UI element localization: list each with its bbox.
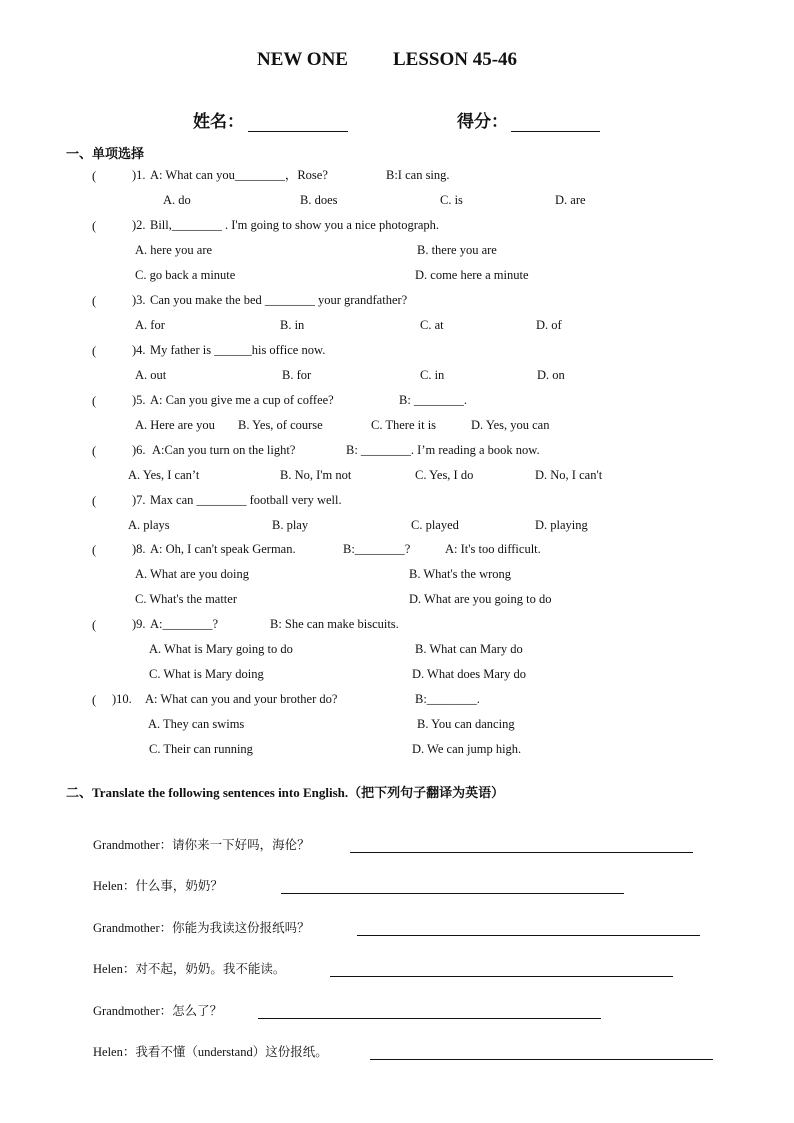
option-d: D. playing (535, 518, 588, 532)
option-b: B. play (272, 518, 309, 532)
option-b: B. there you are (417, 243, 497, 257)
question-number: )3. (132, 293, 146, 307)
option-b: B. does (300, 193, 338, 207)
translation-answer-line[interactable] (281, 893, 624, 894)
option-c: C. Their can running (149, 742, 253, 756)
translation-answer-line[interactable] (350, 852, 693, 853)
question-stem: Can you make the bed ________ your grandfather? (150, 293, 408, 307)
translation-answer-line[interactable] (258, 1018, 601, 1019)
question-stem: A:________? (150, 617, 219, 631)
question-number: )7. (132, 493, 146, 507)
option-a: A. plays (128, 518, 170, 532)
option-a: A. They can swims (148, 717, 245, 731)
option-b: B. What can Mary do (415, 642, 523, 656)
option-b: B. in (280, 318, 305, 332)
answer-paren: ( (92, 219, 97, 233)
question-stem: A: What can you and your brother do? (145, 692, 338, 706)
score-label: 得分： (457, 112, 508, 131)
answer-paren: ( (92, 394, 97, 408)
option-a: A. Yes, I can’t (128, 468, 200, 482)
question-number: )1. (132, 168, 146, 182)
option-c: C. played (411, 518, 459, 532)
option-d: D. of (536, 318, 562, 332)
question-stem: A:Can you turn on the light? (152, 443, 296, 457)
translation-prompt: Helen：我看不懂（understand）这份报纸。 (93, 1045, 328, 1059)
answer-paren: ( (92, 294, 97, 308)
option-d: D. We can jump high. (412, 742, 522, 756)
question-stem: A: Oh, I can't speak German. (150, 542, 296, 556)
option-a: A. here you are (135, 243, 213, 257)
option-a: A. What are you doing (135, 567, 249, 581)
question-number: )8. (132, 542, 146, 556)
question-number: )4. (132, 343, 146, 357)
option-c: C. in (420, 368, 445, 382)
translation-prompt: Grandmother：请你来一下好吗，海伦？ (93, 838, 310, 852)
option-b: B. Yes, of course (238, 418, 323, 432)
answer-paren: ( (92, 618, 97, 632)
question-stem: Bill,________ . I'm going to show you a nice photograph. (150, 218, 440, 232)
translation-answer-line[interactable] (370, 1059, 713, 1060)
answer-paren: ( (92, 494, 97, 508)
option-b: B. You can dancing (417, 717, 515, 731)
answer-paren: ( (92, 693, 97, 707)
option-b: B. What's the wrong (409, 567, 512, 581)
answer-paren: ( (92, 169, 97, 183)
section1-heading: 一、单项选择 (66, 146, 145, 161)
question-stem: A: What can you________，Rose? (150, 168, 328, 182)
question-stem: A: Can you give me a cup of coffee? (150, 393, 334, 407)
option-c: C. is (440, 193, 463, 207)
score-field[interactable] (511, 131, 600, 132)
question-extra: B:________. (415, 692, 480, 706)
option-d: D. are (555, 193, 586, 207)
question-number: )9. (132, 617, 146, 631)
option-a: A. Here are you (135, 418, 215, 432)
question-number: )6. (132, 443, 146, 457)
option-c: C. go back a minute (135, 268, 236, 282)
option-b: B. for (282, 368, 312, 382)
name-field[interactable] (248, 131, 348, 132)
question-extra: B: ________. I’m reading a book now. (346, 443, 540, 457)
translation-answer-line[interactable] (330, 976, 673, 977)
option-a: A. out (135, 368, 167, 382)
question-number: )10. (112, 692, 132, 706)
option-d: D. come here a minute (415, 268, 529, 282)
option-c: C. at (420, 318, 444, 332)
question-number: )2. (132, 218, 146, 232)
option-d: D. No, I can't (535, 468, 603, 482)
option-b: B. No, I'm not (280, 468, 352, 482)
answer-paren: ( (92, 444, 97, 458)
option-c: C. What's the matter (135, 592, 237, 606)
question-number: )5. (132, 393, 146, 407)
name-label: 姓名： (193, 112, 244, 131)
translation-answer-line[interactable] (357, 935, 700, 936)
option-a: A. What is Mary going to do (149, 642, 293, 656)
option-c: C. Yes, I do (415, 468, 474, 482)
question-extra: B: She can make biscuits. (270, 617, 399, 631)
translation-prompt: Helen：什么事，奶奶？ (93, 879, 223, 893)
answer-paren: ( (92, 543, 97, 557)
option-c: C. What is Mary doing (149, 667, 264, 681)
title-left: NEW ONE (257, 49, 348, 70)
option-a: A. for (135, 318, 165, 332)
question-stem: My father is ______his office now. (150, 343, 326, 357)
answer-paren: ( (92, 344, 97, 358)
question-extra: B:________? (343, 542, 411, 556)
translation-prompt: Helen：对不起，奶奶。我不能读。 (93, 962, 286, 976)
option-d: D. Yes, you can (471, 418, 550, 432)
title-right: LESSON 45-46 (393, 49, 518, 70)
question-extra: B: ________. (399, 393, 468, 407)
translation-prompt: Grandmother：你能为我读这份报纸吗？ (93, 921, 310, 935)
question-stem: Max can ________ football very well. (150, 493, 342, 507)
translation-prompt: Grandmother：怎么了？ (93, 1004, 223, 1018)
option-d: D. What does Mary do (412, 667, 526, 681)
option-c: C. There it is (371, 418, 437, 432)
option-d: D. What are you going to do (409, 592, 552, 606)
question-extra-2: A: It's too difficult. (445, 542, 541, 556)
section2-heading: 二、Translate the following sentences into English.（把下列句子翻译为英语） (66, 785, 505, 800)
question-extra: B:I can sing. (386, 168, 450, 182)
option-d: D. on (537, 368, 565, 382)
option-a: A. do (163, 193, 191, 207)
